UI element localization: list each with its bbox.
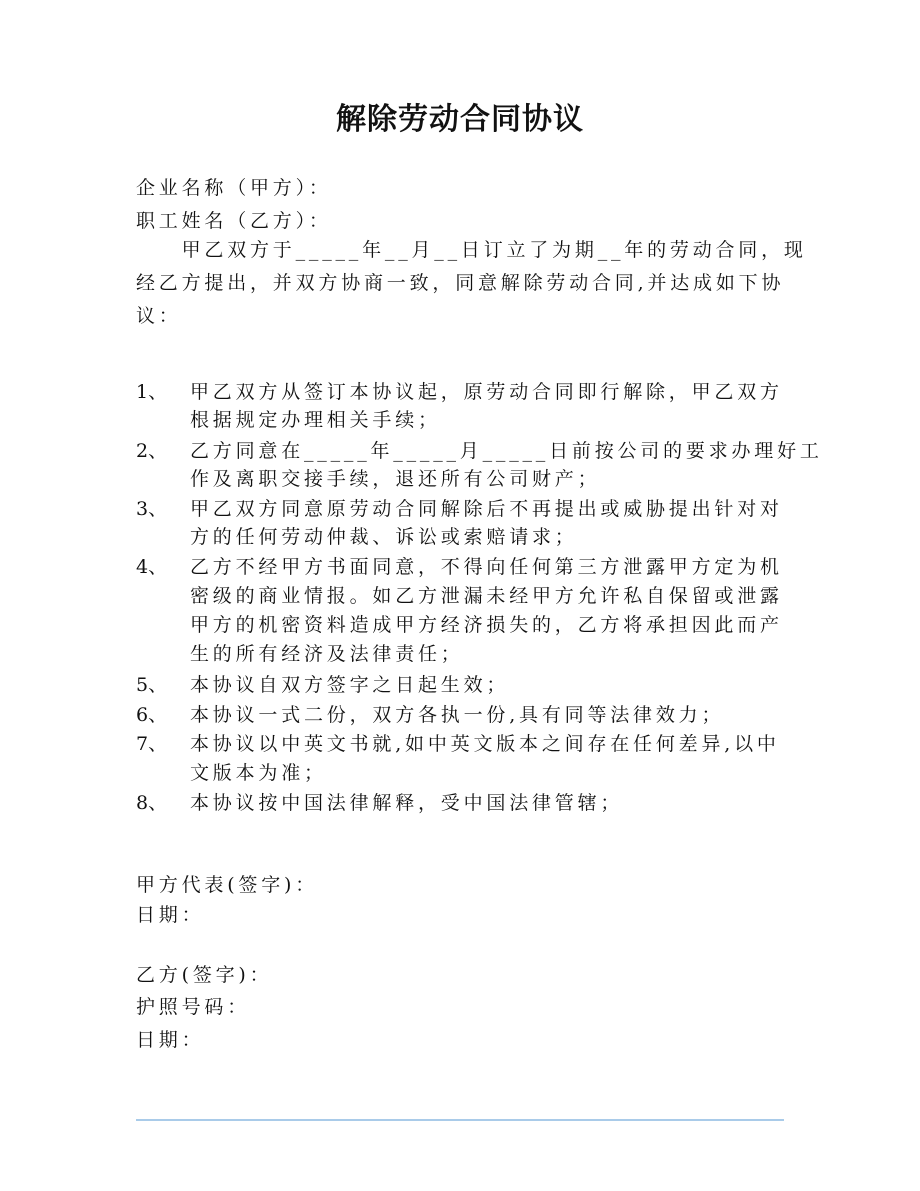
clause-number: 3、: [136, 498, 168, 520]
document-title: 解除劳动合同协议: [336, 102, 584, 137]
clause-text-line: 甲乙双方从签订本协议起，原劳动合同即行解除，甲乙双方: [190, 381, 783, 403]
intro-line: 甲乙双方于_____年__月__日订立了为期__年的劳动合同，现: [136, 239, 807, 261]
clause-number: 6、: [136, 704, 168, 726]
clause-text-line: 文版本为准；: [190, 762, 327, 784]
clause-text-line: 方的任何劳动仲裁、诉讼或索赔请求；: [190, 526, 578, 548]
clause-number: 7、: [136, 733, 168, 755]
party-a-label: 企业名称（甲方）：: [136, 177, 332, 199]
clause-text-line: 本协议以中英文书就,如中英文版本之间存在任何差异,以中: [190, 733, 780, 755]
clause-number: 1、: [136, 381, 168, 403]
clause-text-line: 本协议一式二份，双方各执一份,具有同等法律效力；: [190, 704, 725, 726]
clause-number: 5、: [136, 674, 168, 696]
clause-text-line: 乙方不经甲方书面同意，不得向任何第三方泄露甲方定为机: [190, 556, 783, 578]
clause-text-line: 生的所有经济及法律责任；: [190, 643, 464, 665]
party-b-passport: 护照号码：: [136, 996, 251, 1018]
party-a-date: 日期：: [136, 904, 205, 926]
party-b-date: 日期：: [136, 1029, 205, 1051]
clause-text-line: 乙方同意在_____年_____月_____日前按公司的要求办理好工: [190, 440, 823, 462]
footer-divider: [136, 1119, 784, 1121]
intro-line: 议：: [136, 305, 182, 327]
clause-number: 2、: [136, 440, 168, 462]
party-b-label: 职工姓名（乙方）：: [136, 210, 332, 232]
clause-text-line: 甲方的机密资料造成甲方经济损失的，乙方将承担因此而产: [190, 614, 783, 636]
intro-line: 经乙方提出，并双方协商一致，同意解除劳动合同,并达成如下协: [136, 272, 785, 294]
clause-text-line: 本协议自双方签字之日起生效；: [190, 674, 510, 696]
party-a-rep-signature: 甲方代表(签字)：: [136, 874, 319, 896]
clause-text-line: 密级的商业情报。如乙方泄漏未经甲方允许私自保留或泄露: [190, 585, 783, 607]
party-b-signature: 乙方(签字)：: [136, 964, 273, 986]
clause-number: 4、: [136, 556, 168, 578]
clause-text-line: 甲乙双方同意原劳动合同解除后不再提出或威胁提出针对对: [190, 498, 783, 520]
clause-number: 8、: [136, 792, 168, 814]
clause-text-line: 根据规定办理相关手续；: [190, 409, 441, 431]
clause-text-line: 本协议按中国法律解释，受中国法律管辖；: [190, 792, 624, 814]
clause-text-line: 作及离职交接手续，退还所有公司财产；: [190, 468, 601, 490]
